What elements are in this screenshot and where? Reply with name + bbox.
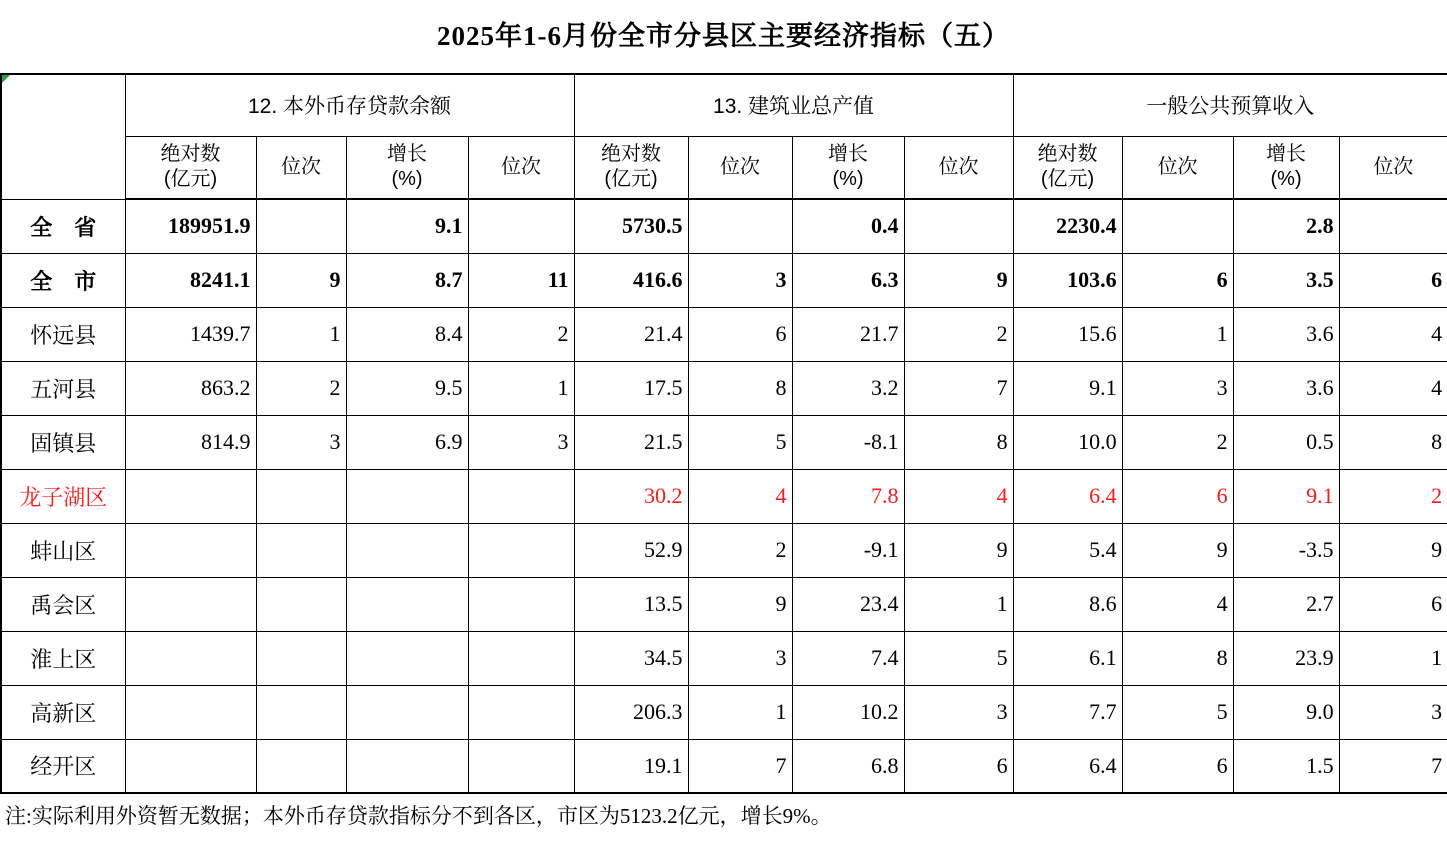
column-header-growth[interactable]: 增长 (%) (792, 136, 904, 199)
value-cell[interactable]: 8.7 (346, 253, 468, 307)
value-cell[interactable] (125, 631, 256, 685)
value-cell[interactable]: 206.3 (574, 685, 688, 739)
value-cell[interactable]: 19.1 (574, 739, 688, 793)
rank-cell[interactable]: 5 (1122, 685, 1233, 739)
rank-cell[interactable]: 5 (904, 631, 1013, 685)
value-cell[interactable] (346, 739, 468, 793)
column-header-rank[interactable]: 位次 (256, 136, 346, 199)
value-cell[interactable]: 2.7 (1233, 577, 1339, 631)
row-label[interactable]: 蚌山区 (1, 523, 125, 577)
table-row (1, 739, 1447, 793)
rank-cell[interactable]: 11 (468, 253, 574, 307)
column-header-rank[interactable]: 位次 (688, 136, 792, 199)
rank-cell[interactable] (256, 199, 346, 253)
table-row (1, 253, 1447, 307)
page-title: 2025年1-6月份全市分县区主要经济指标（五） (437, 21, 1010, 51)
value-cell[interactable]: 0.4 (792, 199, 904, 253)
value-cell[interactable]: 21.5 (574, 415, 688, 469)
value-cell[interactable]: 34.5 (574, 631, 688, 685)
rank-cell[interactable]: 2 (1122, 415, 1233, 469)
cell-flag-icon (2, 75, 10, 83)
rank-cell[interactable] (468, 685, 574, 739)
value-cell[interactable]: 6.3 (792, 253, 904, 307)
value-cell[interactable]: 6.4 (1013, 469, 1122, 523)
column-header-rank[interactable]: 位次 (1122, 136, 1233, 199)
value-cell[interactable] (346, 685, 468, 739)
value-cell[interactable] (125, 685, 256, 739)
value-cell[interactable]: 10.0 (1013, 415, 1122, 469)
rank-cell[interactable]: 7 (1339, 739, 1447, 793)
value-cell[interactable]: 7.7 (1013, 685, 1122, 739)
rank-cell[interactable]: 4 (1339, 307, 1447, 361)
value-cell[interactable]: 6.4 (1013, 739, 1122, 793)
rank-cell[interactable]: 6 (1122, 253, 1233, 307)
value-cell[interactable]: 3.6 (1233, 307, 1339, 361)
value-cell[interactable]: 9.5 (346, 361, 468, 415)
rank-cell[interactable]: 4 (688, 469, 792, 523)
rank-cell[interactable]: 8 (904, 415, 1013, 469)
value-cell[interactable]: 2230.4 (1013, 199, 1122, 253)
column-header-rank[interactable]: 位次 (468, 136, 574, 199)
group-header-public-budget-revenue[interactable]: 一般公共预算收入 (1013, 74, 1447, 136)
rank-cell[interactable] (468, 577, 574, 631)
rank-cell[interactable]: 3 (688, 253, 792, 307)
value-cell[interactable]: 6.9 (346, 415, 468, 469)
column-header-rank[interactable]: 位次 (1339, 136, 1447, 199)
value-cell[interactable]: 23.4 (792, 577, 904, 631)
rank-cell[interactable]: 6 (1122, 739, 1233, 793)
rank-cell[interactable]: 7 (688, 739, 792, 793)
row-label[interactable]: 龙子湖区 (1, 469, 125, 523)
rank-cell[interactable]: 4 (904, 469, 1013, 523)
rank-cell[interactable]: 6 (1339, 253, 1447, 307)
row-label[interactable]: 固镇县 (1, 415, 125, 469)
rank-cell[interactable]: 9 (1122, 523, 1233, 577)
value-cell[interactable]: 7.8 (792, 469, 904, 523)
rank-cell[interactable]: 3 (256, 415, 346, 469)
table-row (1, 199, 1447, 253)
rank-cell[interactable] (468, 199, 574, 253)
rank-cell[interactable] (256, 739, 346, 793)
value-cell[interactable]: 8.4 (346, 307, 468, 361)
rank-cell[interactable]: 9 (904, 253, 1013, 307)
value-cell[interactable]: 6.8 (792, 739, 904, 793)
value-cell[interactable]: 3.6 (1233, 361, 1339, 415)
group-header-construction-output[interactable]: 13. 建筑业总产值 (574, 74, 1013, 136)
value-cell[interactable]: 5730.5 (574, 199, 688, 253)
rank-cell[interactable] (256, 631, 346, 685)
row-label[interactable]: 怀远县 (1, 307, 125, 361)
rank-cell[interactable]: 1 (256, 307, 346, 361)
table-row (1, 577, 1447, 631)
rank-cell[interactable]: 1 (904, 577, 1013, 631)
value-cell[interactable]: 3.2 (792, 361, 904, 415)
value-cell[interactable] (125, 469, 256, 523)
row-label[interactable]: 经开区 (1, 739, 125, 793)
value-cell[interactable]: 10.2 (792, 685, 904, 739)
value-cell[interactable]: 814.9 (125, 415, 256, 469)
table-row (1, 685, 1447, 739)
value-cell[interactable] (125, 577, 256, 631)
rank-cell[interactable]: 1 (1122, 307, 1233, 361)
value-cell[interactable]: 863.2 (125, 361, 256, 415)
rank-cell[interactable]: 3 (468, 415, 574, 469)
rank-cell[interactable] (904, 199, 1013, 253)
rank-cell[interactable] (468, 631, 574, 685)
value-cell[interactable]: 17.5 (574, 361, 688, 415)
row-label[interactable]: 全 市 (1, 253, 125, 307)
value-cell[interactable]: 21.7 (792, 307, 904, 361)
value-cell[interactable]: 30.2 (574, 469, 688, 523)
rank-cell[interactable]: 9 (1339, 523, 1447, 577)
rank-cell[interactable]: 4 (1122, 577, 1233, 631)
rank-cell[interactable]: 4 (1339, 361, 1447, 415)
rank-cell[interactable]: 8 (1122, 631, 1233, 685)
value-cell[interactable] (346, 577, 468, 631)
rank-cell[interactable] (256, 685, 346, 739)
value-cell[interactable]: 8241.1 (125, 253, 256, 307)
value-cell[interactable]: 0.5 (1233, 415, 1339, 469)
rank-cell[interactable] (688, 199, 792, 253)
rank-cell[interactable]: 6 (904, 739, 1013, 793)
value-cell[interactable]: 52.9 (574, 523, 688, 577)
rank-cell[interactable]: 5 (688, 415, 792, 469)
value-cell[interactable]: 9.0 (1233, 685, 1339, 739)
value-cell[interactable]: 15.6 (1013, 307, 1122, 361)
column-header-rank[interactable]: 位次 (904, 136, 1013, 199)
value-cell[interactable]: 9.1 (1233, 469, 1339, 523)
rank-cell[interactable]: 1 (468, 361, 574, 415)
value-cell[interactable]: 8.6 (1013, 577, 1122, 631)
value-cell[interactable]: 9.1 (346, 199, 468, 253)
rank-cell[interactable]: 2 (468, 307, 574, 361)
column-header-absolute[interactable]: 绝对数 (亿元) (1013, 136, 1122, 199)
rank-cell[interactable] (1339, 199, 1447, 253)
economic-indicators-table (0, 73, 1447, 794)
value-cell[interactable]: 23.9 (1233, 631, 1339, 685)
row-label[interactable]: 全 省 (1, 199, 125, 253)
rank-cell[interactable] (256, 577, 346, 631)
rank-cell[interactable]: 2 (688, 523, 792, 577)
row-label[interactable]: 禹会区 (1, 577, 125, 631)
table-row (1, 469, 1447, 523)
footnote: 注:实际利用外资暂无数据；本外币存贷款指标分不到各区，市区为5123.2亿元，增长9%。 (5, 804, 832, 828)
rank-cell[interactable]: 6 (688, 307, 792, 361)
rank-cell[interactable] (1122, 199, 1233, 253)
column-header-absolute[interactable]: 绝对数 (亿元) (125, 136, 256, 199)
table-row (1, 361, 1447, 415)
value-cell[interactable]: 3.5 (1233, 253, 1339, 307)
value-cell[interactable]: 2.8 (1233, 199, 1339, 253)
rank-cell[interactable]: 1 (1339, 631, 1447, 685)
value-cell[interactable]: 1.5 (1233, 739, 1339, 793)
row-label[interactable]: 五河县 (1, 361, 125, 415)
rank-cell[interactable]: 1 (688, 685, 792, 739)
value-cell[interactable] (125, 739, 256, 793)
table-row (1, 415, 1447, 469)
column-header-absolute[interactable]: 绝对数 (亿元) (574, 136, 688, 199)
value-cell[interactable]: 13.5 (574, 577, 688, 631)
column-header-growth[interactable]: 增长 (%) (1233, 136, 1339, 199)
value-cell[interactable]: 5.4 (1013, 523, 1122, 577)
value-cell[interactable] (346, 631, 468, 685)
rank-cell[interactable]: 6 (1339, 577, 1447, 631)
rank-cell[interactable] (468, 523, 574, 577)
rank-cell[interactable]: 2 (1339, 469, 1447, 523)
value-cell[interactable]: 416.6 (574, 253, 688, 307)
value-cell[interactable]: -8.1 (792, 415, 904, 469)
value-cell[interactable]: -3.5 (1233, 523, 1339, 577)
value-cell[interactable] (346, 523, 468, 577)
value-cell[interactable]: 103.6 (1013, 253, 1122, 307)
value-cell[interactable] (125, 523, 256, 577)
column-header-growth[interactable]: 增长 (%) (346, 136, 468, 199)
row-label[interactable]: 淮上区 (1, 631, 125, 685)
rank-cell[interactable] (468, 469, 574, 523)
rank-cell[interactable]: 6 (1122, 469, 1233, 523)
rank-cell[interactable] (256, 523, 346, 577)
rank-cell[interactable]: 3 (1339, 685, 1447, 739)
rank-cell[interactable]: 3 (904, 685, 1013, 739)
sub-header-row (1, 136, 1447, 199)
table-row (1, 523, 1447, 577)
table-row (1, 307, 1447, 361)
rank-cell[interactable]: 8 (688, 361, 792, 415)
rank-cell[interactable] (468, 739, 574, 793)
rank-cell[interactable]: 3 (688, 631, 792, 685)
value-cell[interactable]: -9.1 (792, 523, 904, 577)
value-cell[interactable]: 1439.7 (125, 307, 256, 361)
rank-cell[interactable]: 2 (256, 361, 346, 415)
value-cell[interactable]: 21.4 (574, 307, 688, 361)
value-cell[interactable]: 189951.9 (125, 199, 256, 253)
value-cell[interactable]: 9.1 (1013, 361, 1122, 415)
group-header-row (1, 74, 1447, 136)
rank-cell[interactable]: 9 (904, 523, 1013, 577)
rank-cell[interactable]: 9 (688, 577, 792, 631)
value-cell[interactable] (346, 469, 468, 523)
value-cell[interactable]: 7.4 (792, 631, 904, 685)
group-header-deposits-loans[interactable]: 12. 本外币存贷款余额 (125, 74, 574, 136)
rank-cell[interactable]: 7 (904, 361, 1013, 415)
value-cell[interactable]: 6.1 (1013, 631, 1122, 685)
rank-cell[interactable] (256, 469, 346, 523)
row-label[interactable]: 高新区 (1, 685, 125, 739)
rank-cell[interactable]: 8 (1339, 415, 1447, 469)
rank-cell[interactable]: 2 (904, 307, 1013, 361)
table-row (1, 631, 1447, 685)
rank-cell[interactable]: 9 (256, 253, 346, 307)
rank-cell[interactable]: 3 (1122, 361, 1233, 415)
corner-cell[interactable] (1, 74, 125, 199)
